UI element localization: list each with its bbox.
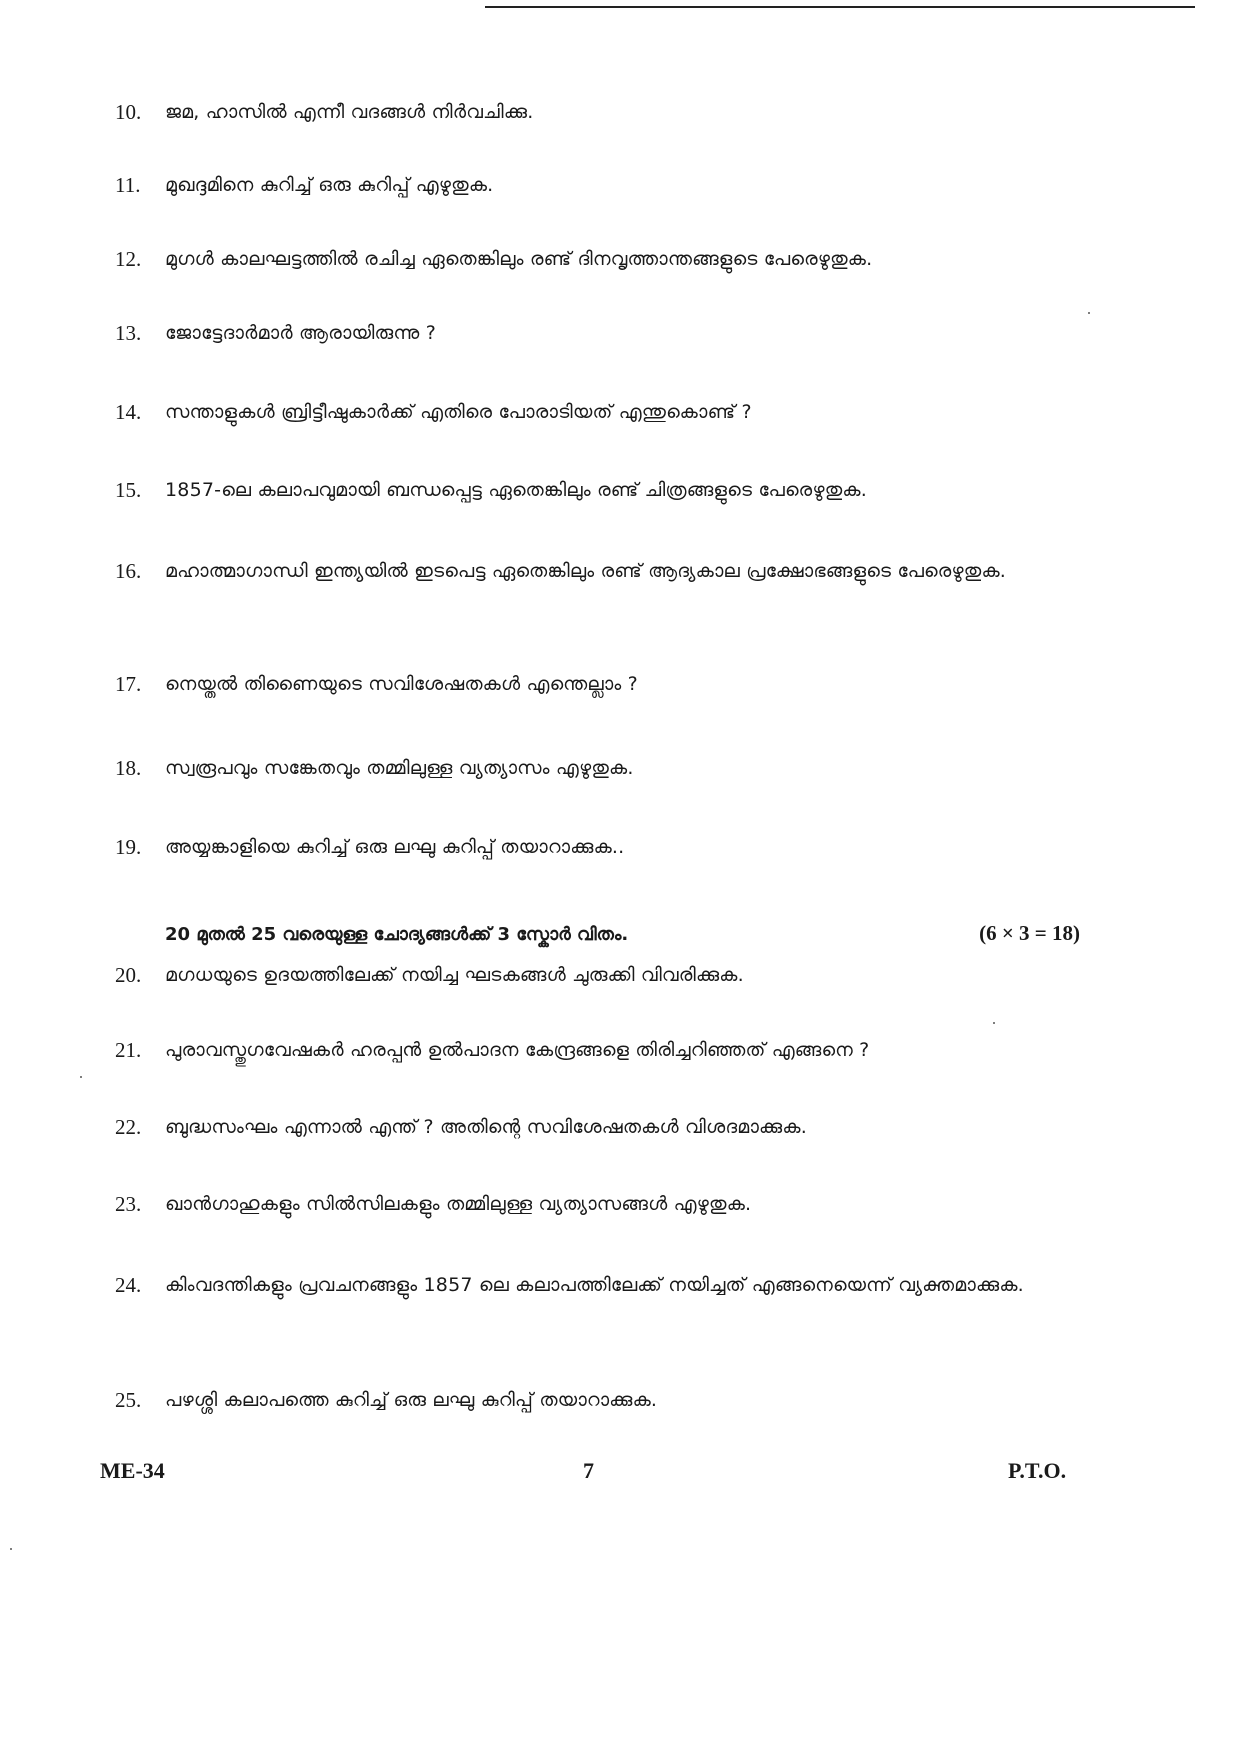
question-14 (115, 397, 1095, 427)
question-text: മഹാത്മാഗാന്ധി ഇന്ത്യയിൽ ഇടപെട്ട ഏതെങ്കിലും രണ്ട് ആദ്യകാല പ്രക്ഷോഭങ്ങളുടെ പേരെഴുതുക. (165, 560, 1007, 582)
question-number: 14. (115, 400, 142, 424)
question-22 (115, 1112, 1095, 1142)
question-15 (115, 475, 1095, 505)
question-text: ജമ, ഹാസിൽ എന്നീ വദങ്ങൾ നിർവചിക്കു. (165, 101, 534, 123)
question-number: 15. (115, 478, 142, 502)
question-text: മുഖദ്ദമിനെ കുറിച്ച് ഒരു കുറിപ്പ് എഴുതുക. (165, 174, 494, 196)
question-number: 18. (115, 756, 142, 780)
question-11 (115, 170, 1095, 200)
question-16 (115, 556, 1095, 586)
question-number: 17. (115, 672, 142, 696)
section-heading (165, 918, 1080, 950)
question-number: 16. (115, 559, 142, 583)
scan-speck (10, 1548, 12, 1550)
scan-speck (80, 1076, 82, 1078)
question-number: 25. (115, 1388, 142, 1412)
question-17 (115, 669, 1095, 699)
please-turn-over: P.T.O. (1008, 1458, 1067, 1483)
question-number: 21. (115, 1038, 142, 1062)
paper-code: ME-34 (100, 1458, 165, 1483)
question-number: 24. (115, 1273, 142, 1297)
section-marks: (6 × 3 = 18) (979, 921, 1080, 945)
question-text: പുരാവസ്തുഗവേഷകർ ഹരപ്പൻ ഉൽപാദന കേന്ദ്രങ്ങളെ തിരിച്ചറിഞ്ഞത് എങ്ങനെ ? (165, 1039, 870, 1061)
question-25 (115, 1385, 1095, 1415)
question-number: 20. (115, 963, 142, 987)
question-text: ബുദ്ധസംഘം എന്നാൽ എന്ത് ? അതിന്റെ സവിശേഷതകൾ വിശദമാക്കുക. (165, 1116, 807, 1138)
question-text: പഴശ്ശി കലാപത്തെ കുറിച്ച് ഒരു ലഘു കുറിപ്പ് തയാറാക്കുക. (165, 1389, 658, 1411)
question-text: ഖാൻഗാഹുകളും സിൽസിലകളും തമ്മിലുള്ള വ്യത്യാസങ്ങൾ എഴുതുക. (165, 1193, 752, 1215)
question-text: സ്വരൂപവും സങ്കേതവും തമ്മിലുള്ള വ്യത്യാസം എഴുതുക. (165, 757, 634, 779)
question-text: കിംവദന്തികളും പ്രവചനങ്ങളും 1857 ലെ കലാപത്തിലേക്ക് നയിച്ചത് എങ്ങനെയെന്ന് വ്യക്തമാക്കുക. (165, 1274, 1024, 1296)
section-instruction: 20 മുതൽ 25 വരെയുള്ള ചോദ്യങ്ങൾക്ക് 3 സ്കോർ വിതം. (165, 924, 629, 945)
question-text: മുഗൾ കാലഘട്ടത്തിൽ രചിച്ച ഏതെങ്കിലും രണ്ട് ദിനവൃത്താന്തങ്ങളുടെ പേരെഴുതുക. (165, 248, 873, 270)
question-number: 11. (115, 173, 141, 197)
page-number: 7 (583, 1458, 594, 1483)
question-text: ജോട്ടേദാർമാർ ആരായിരുന്നു ? (165, 322, 436, 344)
question-text: നെയ്തൽ തിണൈയുടെ സവിശേഷതകൾ എന്തെല്ലാം ? (165, 673, 638, 695)
question-10 (115, 97, 1095, 127)
scan-speck (993, 1022, 995, 1024)
question-text: മഗധയുടെ ഉദയത്തിലേക്ക് നയിച്ച ഘടകങ്ങൾ ചുരുക്കി വിവരിക്കുക. (165, 964, 744, 986)
question-21 (115, 1035, 1095, 1065)
question-13 (115, 318, 1095, 348)
question-18 (115, 753, 1095, 783)
question-number: 23. (115, 1192, 142, 1216)
question-text: സന്താളുകൾ ബ്രിട്ടീഷുകാർക്ക് എതിരെ പോരാടിയത് എന്തുകൊണ്ട് ? (165, 401, 752, 423)
question-23 (115, 1189, 1095, 1219)
question-number: 22. (115, 1115, 142, 1139)
question-19 (115, 832, 1095, 862)
question-number: 13. (115, 321, 142, 345)
question-12 (115, 244, 1095, 274)
question-number: 10. (115, 100, 142, 124)
top-rule (485, 6, 1195, 8)
question-20 (115, 960, 1095, 990)
question-text: 1857-ലെ കലാപവുമായി ബന്ധപ്പെട്ട ഏതെങ്കിലും രണ്ട് ചിത്രങ്ങളുടെ പേരെഴുതുക. (165, 479, 867, 501)
question-number: 19. (115, 835, 142, 859)
question-24 (115, 1270, 1095, 1300)
scan-speck (1088, 312, 1090, 314)
question-number: 12. (115, 247, 142, 271)
question-text: അയ്യങ്കാളിയെ കുറിച്ച് ഒരു ലഘു കുറിപ്പ് തയാറാക്കുക.. (165, 836, 625, 858)
